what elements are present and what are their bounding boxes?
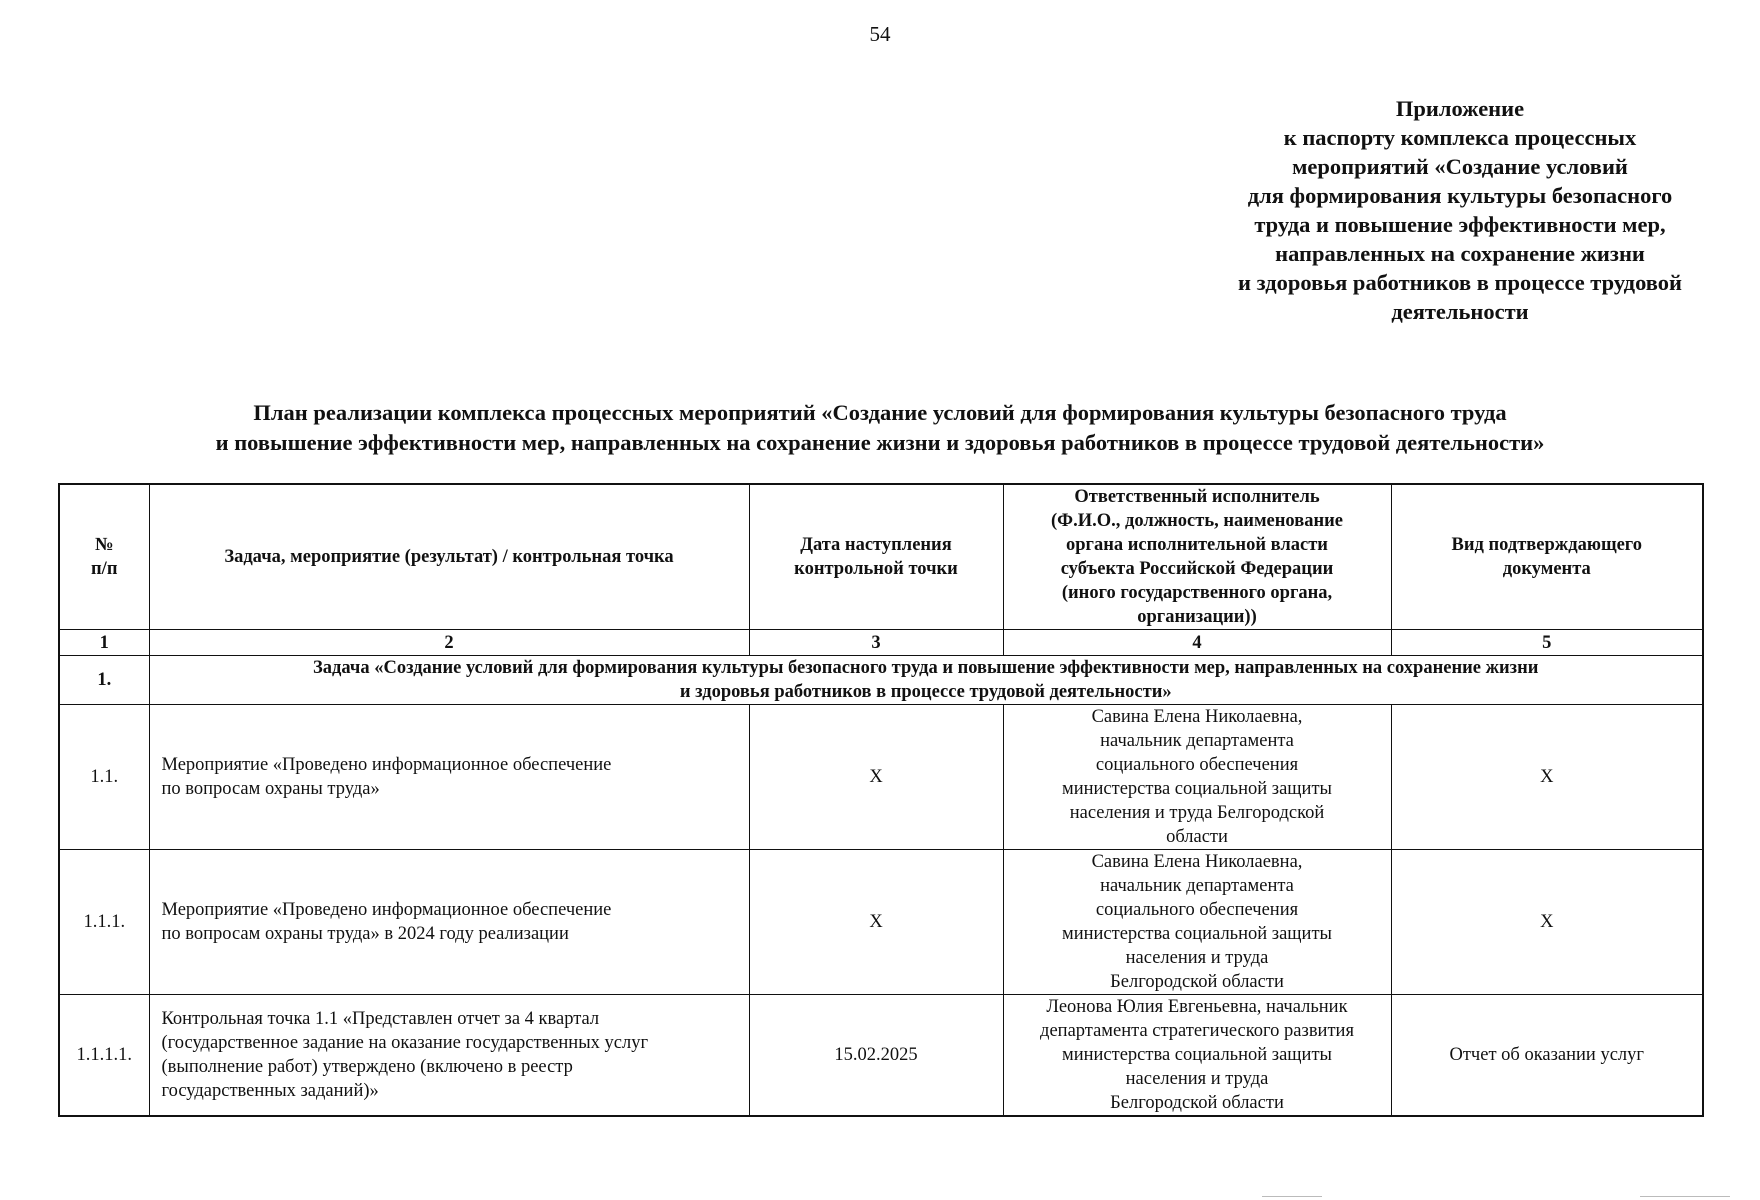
row-number: 1.1.1.1. xyxy=(59,995,149,1117)
appendix-line: для формирования культуры безопасного xyxy=(1247,183,1673,208)
task-number: 1. xyxy=(59,656,149,705)
appendix-line: деятельности xyxy=(1391,299,1529,324)
row-executor: Савина Елена Николаевна, начальник департамента социального обеспечения министерства социальной защиты населения и труда Белгородской области xyxy=(1003,850,1391,995)
row-document: Х xyxy=(1391,705,1703,850)
scan-artifact xyxy=(1640,1196,1730,1197)
header-task: Задача, мероприятие (результат) / контрольная точка xyxy=(149,484,749,630)
plan-title-line: План реализации комплекса процессных мероприятий «Создание условий для формирования культуры безопасного труда xyxy=(253,400,1507,425)
appendix-line: мероприятий «Создание условий xyxy=(1292,154,1628,179)
table-row xyxy=(59,850,1703,995)
row-document: Х xyxy=(1391,850,1703,995)
row-date: Х xyxy=(749,850,1003,995)
appendix-line: и здоровья работников в процессе трудовой xyxy=(1238,270,1682,295)
header-executor: Ответственный исполнитель (Ф.И.О., должность, наименование органа исполнительной власти субъекта Российской Федерации (иного государственного органа, организации)) xyxy=(1003,484,1391,630)
row-text: Контрольная точка 1.1 «Представлен отчет за 4 квартал (государственное задание на оказание государственных услуг (выполнение работ) утверждено (включено в реестр государственных заданий)» xyxy=(149,995,749,1117)
table-header-row xyxy=(59,484,1703,630)
row-date: 15.02.2025 xyxy=(749,995,1003,1117)
task-row xyxy=(59,656,1703,705)
appendix-line: Приложение xyxy=(1395,96,1525,121)
row-number: 1.1. xyxy=(59,705,149,850)
row-text: Мероприятие «Проведено информационное обеспечение по вопросам охраны труда» xyxy=(149,705,749,850)
table-row xyxy=(59,995,1703,1117)
appendix-line: направленных на сохранение жизни xyxy=(1275,241,1645,266)
row-executor: Леонова Юлия Евгеньевна, начальник департамента стратегического развития министерства социальной защиты населения и труда Белгородской области xyxy=(1003,995,1391,1117)
appendix-header xyxy=(1170,94,1750,326)
row-number: 1.1.1. xyxy=(59,850,149,995)
page-number: 54 xyxy=(869,22,891,46)
scan-artifact xyxy=(1262,1196,1322,1197)
plan-title-line: и повышение эффективности мер, направленных на сохранение жизни и здоровья работников в процессе трудовой деятельности» xyxy=(215,430,1545,455)
column-number: 4 xyxy=(1003,630,1391,656)
plan-title xyxy=(0,398,1760,458)
column-numbers-row xyxy=(59,630,1703,656)
task-title: Задача «Создание условий для формирования культуры безопасного труда и повышение эффективности мер, направленных на сохранение жизни и здоровья работников в процессе трудовой деятельности» xyxy=(149,656,1703,705)
table-row xyxy=(59,705,1703,850)
column-number: 5 xyxy=(1391,630,1703,656)
row-text: Мероприятие «Проведено информационное обеспечение по вопросам охраны труда» в 2024 году реализации xyxy=(149,850,749,995)
row-executor: Савина Елена Николаевна, начальник департамента социального обеспечения министерства социальной защиты населения и труда Белгородской области xyxy=(1003,705,1391,850)
row-date: Х xyxy=(749,705,1003,850)
plan-table xyxy=(58,483,1704,1117)
column-number: 3 xyxy=(749,630,1003,656)
column-number: 1 xyxy=(59,630,149,656)
appendix-line: к паспорту комплекса процессных xyxy=(1283,125,1637,150)
row-document: Отчет об оказании услуг xyxy=(1391,995,1703,1117)
column-number: 2 xyxy=(149,630,749,656)
header-number: № п/п xyxy=(59,484,149,630)
header-document: Вид подтверждающего документа xyxy=(1391,484,1703,630)
header-date: Дата наступления контрольной точки xyxy=(749,484,1003,630)
appendix-line: труда и повышение эффективности мер, xyxy=(1254,212,1666,237)
